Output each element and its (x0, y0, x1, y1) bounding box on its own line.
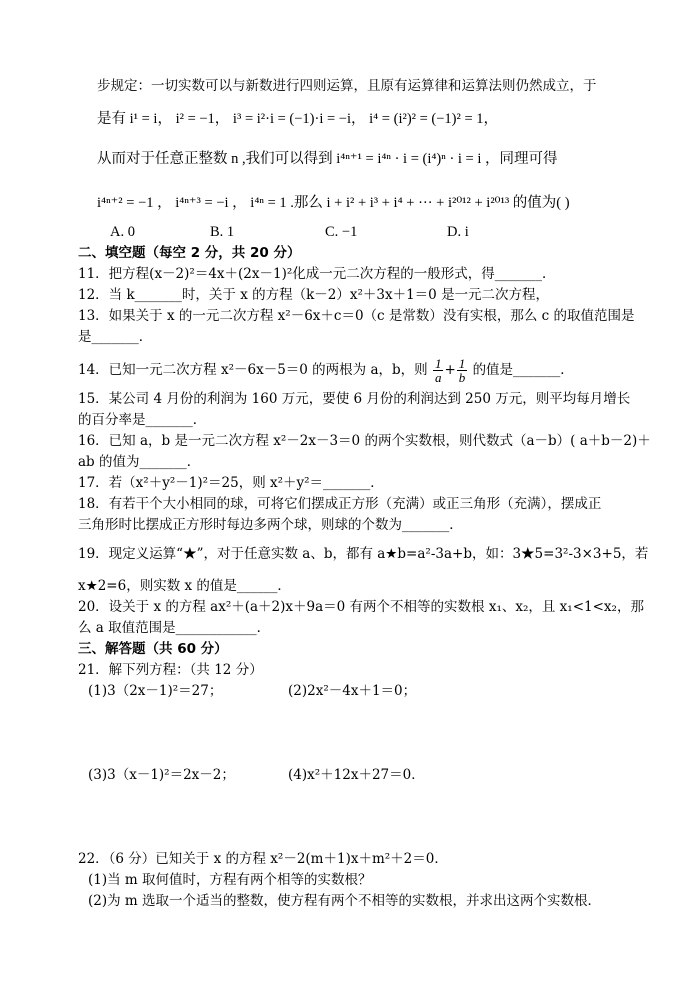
question-15-line-1: 15．某公司 4 月份的利润为 160 万元，要使 6 月份的利润达到 250 万元，则平均每月增长 (78, 391, 631, 407)
question-16-line-2: ab 的值为_______． (78, 454, 201, 470)
fraction-2-denominator: b (458, 370, 466, 385)
question-21-part-3: (3)3（x－1)²＝2x－2； (88, 767, 235, 783)
fraction-1-numerator: 1 (434, 356, 442, 371)
question-20-line-2: 么 a 取值范围是____________． (78, 620, 271, 636)
intro-line-1: 步规定：一切实数可以与新数进行四则运算，且原有运算律和运算法则仍然成立，于 (97, 78, 597, 94)
question-16-line-1: 16．已知 a，b 是一元二次方程 x²－2x－3＝0 的两个实数根，则代数式（a－b）( a＋b－2)＋ (78, 433, 651, 449)
question-20-line-1: 20．设关于 x 的方程 ax²＋(a＋2)x＋9a＝0 有两个不相等的实数根 x₁、x₂，且 x₁<1<x₂，那 (78, 599, 644, 615)
fraction-plus-sign: + (444, 362, 456, 378)
intro-line-3: 从而对于任意正整数 n ,我们可以得到 i⁴ⁿ⁺¹ = i⁴ⁿ · i = (i⁴)ⁿ · i = i ，同理可得 (97, 151, 558, 167)
fraction-2-numerator: 1 (458, 356, 466, 371)
section-3-header: 三、解答题（共 60 分） (78, 641, 228, 657)
option-c: C. −1 (325, 224, 358, 240)
intro-line-2: 是有 i¹ = i， i² = −1， i³ = i²·i = (−1)·i = −i， i⁴ = (i²)² = (−1)² = 1， (97, 111, 499, 127)
section-2-header: 二、填空题（每空 2 分，共 20 分） (78, 245, 301, 261)
fraction-1-over-a (433, 357, 444, 384)
question-14 (78, 357, 574, 384)
question-22: 22．（6 分）已知关于 x 的方程 x²－2(m＋1)x＋m²＋2＝0． (78, 851, 448, 867)
question-14-text-a: 14．已知一元二次方程 x²－6x－5＝0 的两根为 a，b，则 (78, 362, 428, 378)
intro-line-4: i⁴ⁿ⁺² = −1 ， i⁴ⁿ⁺³ = −i ， i⁴ⁿ = 1 .那么 i + i² + i³ + i⁴ + ··· + i²⁰¹² + i²⁰¹³ 的值为( ) (97, 195, 570, 211)
question-21: 21．解下列方程：（共 12 分） (78, 662, 263, 678)
fraction-1-denominator: a (434, 370, 442, 385)
question-21-part-1: (1)3（2x－1)²＝27； (88, 683, 223, 699)
question-14-text-b: 的值是_______． (472, 362, 574, 378)
question-18-line-1: 18．有若干个大小相同的球，可将它们摆成正方形（充满）或正三角形（充满），摆成正 (78, 496, 602, 512)
question-19-line-2: x★2=6，则实数 x 的值是______． (78, 578, 291, 594)
question-22-part-1: (1)当 m 取何值时，方程有两个相等的实数根？ (88, 872, 372, 888)
question-17: 17．若（x²＋y²－1)²＝25，则 x²＋y²＝_______． (78, 475, 384, 491)
option-a: A. 0 (110, 224, 135, 240)
question-12: 12．当 k_______时，关于 x 的方程（k－2）x²＋3x＋1＝0 是一元二次方程， (78, 287, 550, 303)
question-21-part-2: (2)2x²－4x＋1＝0； (288, 683, 417, 699)
option-d: D. i (447, 224, 469, 240)
question-15-line-2: 的百分率是_______． (78, 412, 207, 428)
option-b: B. 1 (210, 224, 235, 240)
question-21-part-4: (4)x²＋12x＋27＝0． (288, 767, 425, 783)
question-18-line-2: 三角形时比摆成正方形时每边多两个球，则球的个数为_______． (78, 517, 463, 533)
fraction-1-over-b (457, 357, 468, 384)
question-13-line-2: 是_______． (78, 329, 153, 345)
question-22-part-2: (2)为 m 选取一个适当的整数，使方程有两个不相等的实数根，并求出这两个实数根． (88, 893, 602, 909)
question-13-line-1: 13．如果关于 x 的一元二次方程 x²－6x＋c＝0（c 是常数）没有实根，那么 c 的取值范围是 (78, 308, 635, 324)
question-11: 11．把方程(x－2)²＝4x＋(2x－1)²化成一元二次方程的一般形式，得_______． (78, 266, 556, 282)
question-19-line-1: 19．现定义运算“★”，对于任意实数 a、b，都有 a★b=a²-3a+b，如：3★5=3²-3×3+5，若 (78, 546, 649, 562)
